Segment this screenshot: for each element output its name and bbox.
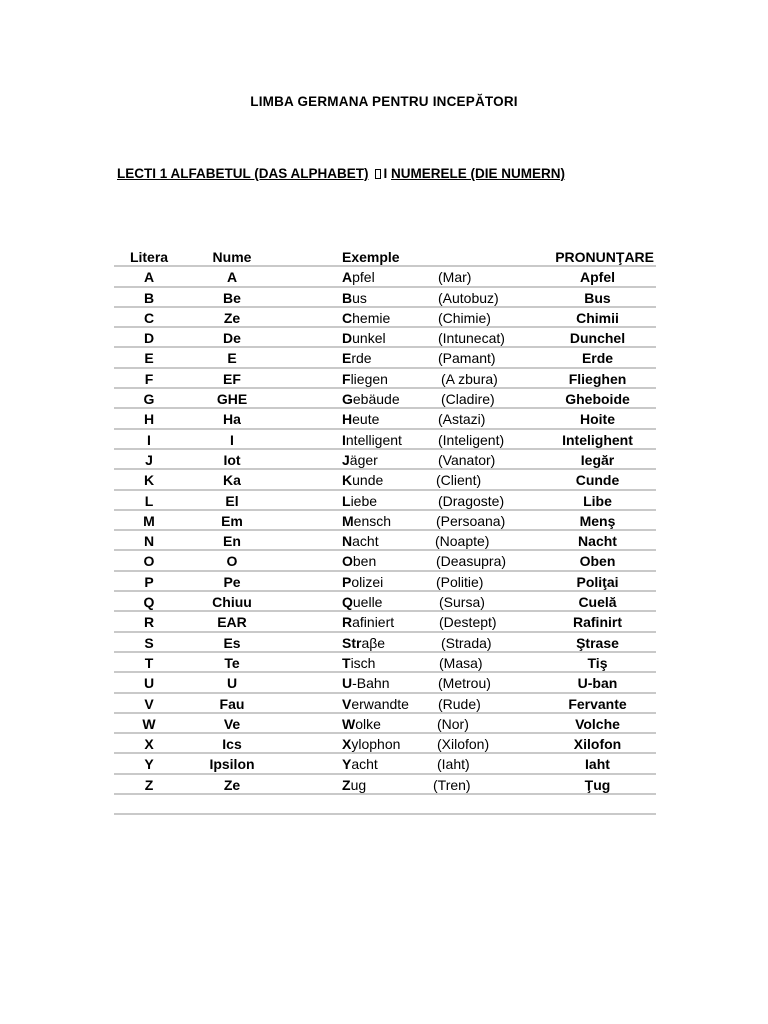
row-pronunciation: Ştrase bbox=[576, 634, 619, 651]
row-name: Ka bbox=[223, 472, 241, 489]
row-letter: X bbox=[144, 736, 154, 753]
lesson-heading bbox=[117, 166, 565, 181]
example-rest: isch bbox=[350, 654, 376, 671]
example-initial: V bbox=[342, 695, 352, 712]
row-example bbox=[342, 513, 391, 529]
example-initial: R bbox=[342, 614, 353, 631]
row-name: El bbox=[225, 492, 239, 509]
row-name: Ipsilon bbox=[209, 756, 255, 773]
row-translation: (Vanator) bbox=[438, 451, 496, 468]
row-translation: (Cladire) bbox=[441, 391, 495, 408]
row-translation: (Noapte) bbox=[435, 533, 490, 550]
row-translation: (Masa) bbox=[439, 654, 483, 671]
example-rest: rde bbox=[351, 350, 372, 367]
row-name: Fau bbox=[219, 695, 245, 712]
row-pronunciation: Cunde bbox=[575, 472, 620, 489]
row-example bbox=[342, 269, 375, 285]
row-example bbox=[342, 635, 385, 651]
row-translation: (Astazi) bbox=[438, 411, 486, 428]
example-rest: acht bbox=[352, 533, 379, 550]
row-pronunciation: Oben bbox=[579, 553, 616, 570]
row-name: Pe bbox=[223, 573, 241, 590]
row-example bbox=[342, 411, 379, 427]
row-example bbox=[342, 675, 389, 691]
row-name: EF bbox=[223, 370, 241, 387]
row-example bbox=[342, 452, 378, 468]
row-translation: (Politie) bbox=[436, 573, 484, 590]
row-pronunciation: Hoite bbox=[580, 411, 615, 428]
document-title: LIMBA GERMANA PENTRU INCEPĂTORI bbox=[250, 94, 518, 109]
table-row bbox=[114, 775, 656, 795]
row-translation: (Client) bbox=[436, 472, 482, 489]
example-initial: Q bbox=[342, 594, 353, 611]
table-row bbox=[114, 308, 656, 328]
example-rest: aβe bbox=[361, 634, 386, 651]
example-rest: ylophon bbox=[351, 736, 401, 753]
row-translation: (Autobuz) bbox=[438, 289, 499, 306]
row-name: En bbox=[223, 533, 241, 550]
row-translation: (Sursa) bbox=[439, 594, 485, 611]
row-letter: W bbox=[142, 715, 156, 732]
table-row bbox=[114, 694, 656, 714]
table-row bbox=[114, 673, 656, 693]
row-letter: D bbox=[143, 330, 155, 347]
table-row bbox=[114, 389, 656, 409]
row-letter: B bbox=[143, 289, 155, 306]
row-example bbox=[342, 391, 400, 407]
row-letter: R bbox=[143, 614, 155, 631]
row-letter: N bbox=[143, 533, 155, 550]
example-rest: hemie bbox=[352, 309, 391, 326]
example-rest: pfel bbox=[352, 269, 375, 286]
example-initial: T bbox=[342, 654, 351, 671]
table-row bbox=[114, 369, 656, 389]
row-letter: U bbox=[143, 675, 155, 692]
example-initial: A bbox=[342, 269, 353, 286]
example-rest: iebe bbox=[350, 492, 378, 509]
row-example bbox=[342, 614, 394, 630]
row-translation: (Intunecat) bbox=[438, 330, 505, 347]
row-letter: A bbox=[143, 269, 155, 286]
table-row bbox=[114, 754, 656, 774]
row-name: I bbox=[230, 431, 234, 448]
row-letter: I bbox=[147, 431, 151, 448]
table-header-row bbox=[114, 247, 656, 267]
row-pronunciation: Bus bbox=[584, 289, 611, 306]
table-row bbox=[114, 551, 656, 571]
example-rest: ben bbox=[352, 553, 377, 570]
example-rest: unkel bbox=[352, 330, 386, 347]
row-example bbox=[342, 594, 382, 610]
row-example bbox=[342, 756, 378, 772]
row-translation: (Dragoste) bbox=[438, 492, 505, 509]
row-example bbox=[342, 655, 375, 671]
row-letter: P bbox=[144, 573, 154, 590]
table-row bbox=[114, 348, 656, 368]
example-rest: us bbox=[352, 289, 367, 306]
example-rest: unde bbox=[352, 472, 384, 489]
row-example bbox=[342, 330, 386, 346]
lesson-heading-numbers: NUMERELE (DIE NUMERN) bbox=[391, 166, 566, 181]
row-name: Te bbox=[224, 654, 240, 671]
table-row bbox=[114, 288, 656, 308]
row-pronunciation: Libe bbox=[583, 492, 612, 509]
row-letter: J bbox=[145, 451, 153, 468]
row-name: GHE bbox=[216, 391, 248, 408]
row-example bbox=[342, 574, 383, 590]
row-example bbox=[342, 310, 390, 326]
row-example bbox=[342, 350, 372, 366]
row-pronunciation: Tiş bbox=[587, 654, 608, 671]
row-pronunciation: Gheboide bbox=[565, 391, 630, 408]
row-pronunciation: Apfel bbox=[580, 269, 615, 286]
row-name: Be bbox=[223, 289, 241, 306]
row-example bbox=[342, 553, 376, 569]
example-rest: liegen bbox=[350, 370, 388, 387]
row-letter: Z bbox=[144, 776, 154, 793]
row-translation: (Destept) bbox=[439, 614, 497, 631]
example-initial: Str bbox=[342, 634, 362, 651]
example-rest: ug bbox=[350, 776, 367, 793]
row-name: Ze bbox=[223, 309, 241, 326]
row-letter: H bbox=[143, 411, 155, 428]
row-pronunciation: Dunchel bbox=[569, 330, 626, 347]
row-letter: V bbox=[144, 695, 154, 712]
row-letter: S bbox=[144, 634, 154, 651]
row-pronunciation: Chimii bbox=[576, 309, 619, 326]
example-rest: -Bahn bbox=[352, 675, 390, 692]
table-row bbox=[114, 531, 656, 551]
row-translation: (Mar) bbox=[438, 269, 472, 286]
row-pronunciation: Fervante bbox=[568, 695, 627, 712]
row-letter: Y bbox=[144, 756, 154, 773]
row-letter: C bbox=[143, 309, 155, 326]
example-initial: Y bbox=[342, 756, 352, 773]
row-example bbox=[342, 696, 409, 712]
table-row bbox=[114, 592, 656, 612]
row-translation: (Strada) bbox=[441, 634, 492, 651]
row-translation: (Nor) bbox=[437, 715, 469, 732]
row-pronunciation: Intelighent bbox=[562, 431, 633, 448]
row-letter: E bbox=[144, 350, 154, 367]
row-example bbox=[342, 736, 400, 752]
example-rest: äger bbox=[349, 451, 378, 468]
row-translation: (Rude) bbox=[438, 695, 481, 712]
example-initial: M bbox=[342, 512, 354, 529]
table-row bbox=[114, 430, 656, 450]
table-row bbox=[114, 734, 656, 754]
row-example bbox=[342, 290, 367, 306]
example-initial: H bbox=[342, 411, 353, 428]
lesson-heading-conjunction: I bbox=[383, 166, 392, 181]
row-pronunciation: Iegăr bbox=[580, 451, 615, 468]
example-initial: B bbox=[342, 289, 353, 306]
example-rest: eute bbox=[352, 411, 380, 428]
header-name: Nume bbox=[212, 249, 252, 265]
example-initial: E bbox=[342, 350, 352, 367]
example-rest: acht bbox=[351, 756, 378, 773]
table-row bbox=[114, 470, 656, 490]
row-pronunciation: Erde bbox=[581, 350, 614, 367]
example-rest: ensch bbox=[353, 512, 392, 529]
row-name: Ve bbox=[223, 715, 241, 732]
row-example bbox=[342, 472, 383, 488]
example-rest: ebäude bbox=[352, 391, 400, 408]
row-name: A bbox=[226, 269, 238, 286]
example-rest: olke bbox=[355, 715, 381, 732]
example-initial: K bbox=[342, 472, 353, 489]
header-example: Exemple bbox=[342, 249, 400, 265]
row-example bbox=[342, 493, 377, 509]
row-name: Iot bbox=[223, 451, 241, 468]
example-initial: W bbox=[342, 715, 356, 732]
row-name: EAR bbox=[217, 614, 247, 631]
table-row bbox=[114, 653, 656, 673]
row-translation: (Persoana) bbox=[436, 512, 506, 529]
example-initial: O bbox=[342, 553, 353, 570]
table-row bbox=[114, 511, 656, 531]
row-translation: (Chimie) bbox=[438, 309, 491, 326]
example-initial: N bbox=[342, 533, 353, 550]
row-example bbox=[342, 716, 381, 732]
row-pronunciation: Iaht bbox=[585, 756, 610, 773]
row-example bbox=[342, 371, 388, 387]
row-pronunciation: Cuelă bbox=[578, 594, 617, 611]
example-initial: J bbox=[342, 451, 350, 468]
row-example bbox=[342, 432, 402, 448]
example-initial: C bbox=[342, 309, 353, 326]
row-translation: (A zbura) bbox=[441, 370, 498, 387]
table-row bbox=[114, 572, 656, 592]
row-pronunciation: Volche bbox=[575, 715, 620, 732]
row-letter: F bbox=[144, 370, 154, 387]
row-name: Ze bbox=[223, 776, 241, 793]
example-initial: G bbox=[342, 391, 353, 408]
table-row bbox=[114, 612, 656, 632]
table-empty-row bbox=[114, 795, 656, 815]
example-initial: P bbox=[342, 573, 352, 590]
table-row bbox=[114, 491, 656, 511]
table-row bbox=[114, 409, 656, 429]
row-letter: G bbox=[143, 391, 155, 408]
row-pronunciation: Nacht bbox=[578, 533, 617, 550]
row-name: Es bbox=[223, 634, 241, 651]
example-initial: D bbox=[342, 330, 353, 347]
example-initial: U bbox=[342, 675, 353, 692]
row-translation: (Metrou) bbox=[438, 675, 491, 692]
missing-glyph-icon bbox=[375, 169, 381, 179]
row-translation: (Xilofon) bbox=[437, 736, 490, 753]
row-name: Ha bbox=[223, 411, 241, 428]
row-translation: (Iaht) bbox=[437, 756, 470, 773]
row-translation: (Deasupra) bbox=[436, 553, 507, 570]
row-letter: T bbox=[144, 654, 154, 671]
alphabet-table bbox=[114, 247, 656, 815]
table-row bbox=[114, 328, 656, 348]
table-row bbox=[114, 450, 656, 470]
example-initial: F bbox=[342, 370, 351, 387]
table-body bbox=[114, 267, 656, 795]
example-rest: olizei bbox=[351, 573, 384, 590]
row-example bbox=[342, 533, 379, 549]
lesson-heading-alphabet: LECTI 1 ALFABETUL (DAS ALPHABET) bbox=[117, 166, 369, 181]
example-rest: erwandte bbox=[351, 695, 409, 712]
example-initial: X bbox=[342, 736, 352, 753]
row-translation: (Pamant) bbox=[438, 350, 496, 367]
row-name: Em bbox=[221, 512, 243, 529]
row-pronunciation: Rafinirt bbox=[573, 614, 622, 631]
row-example bbox=[342, 777, 366, 793]
row-letter: M bbox=[143, 512, 155, 529]
row-name: O bbox=[226, 553, 238, 570]
row-name: Ics bbox=[222, 736, 242, 753]
row-name: De bbox=[223, 330, 241, 347]
example-initial: L bbox=[342, 492, 351, 509]
row-pronunciation: Ţug bbox=[584, 776, 611, 793]
row-pronunciation: Menş bbox=[579, 512, 616, 529]
table-row bbox=[114, 633, 656, 653]
row-letter: O bbox=[143, 553, 155, 570]
header-letter: Litera bbox=[129, 249, 169, 265]
row-letter: L bbox=[144, 492, 154, 509]
row-pronunciation: Poliţai bbox=[576, 573, 619, 590]
row-name: Chiuu bbox=[212, 594, 252, 611]
example-initial: I bbox=[342, 431, 346, 448]
table-row bbox=[114, 714, 656, 734]
row-name: E bbox=[227, 350, 237, 367]
row-translation: (Tren) bbox=[433, 776, 471, 793]
example-rest: uelle bbox=[352, 594, 383, 611]
example-initial: Z bbox=[342, 776, 351, 793]
row-translation: (Inteligent) bbox=[438, 431, 505, 448]
header-pronunciation: PRONUNŢARE bbox=[555, 249, 654, 265]
row-letter: Q bbox=[143, 594, 155, 611]
table-row bbox=[114, 267, 656, 287]
row-letter: K bbox=[143, 472, 155, 489]
row-pronunciation: Flieghen bbox=[568, 370, 627, 387]
row-name: U bbox=[226, 675, 238, 692]
example-rest: ntelligent bbox=[345, 431, 402, 448]
row-pronunciation: Xilofon bbox=[573, 736, 622, 753]
row-pronunciation: U-ban bbox=[577, 675, 618, 692]
example-rest: afiniert bbox=[352, 614, 395, 631]
